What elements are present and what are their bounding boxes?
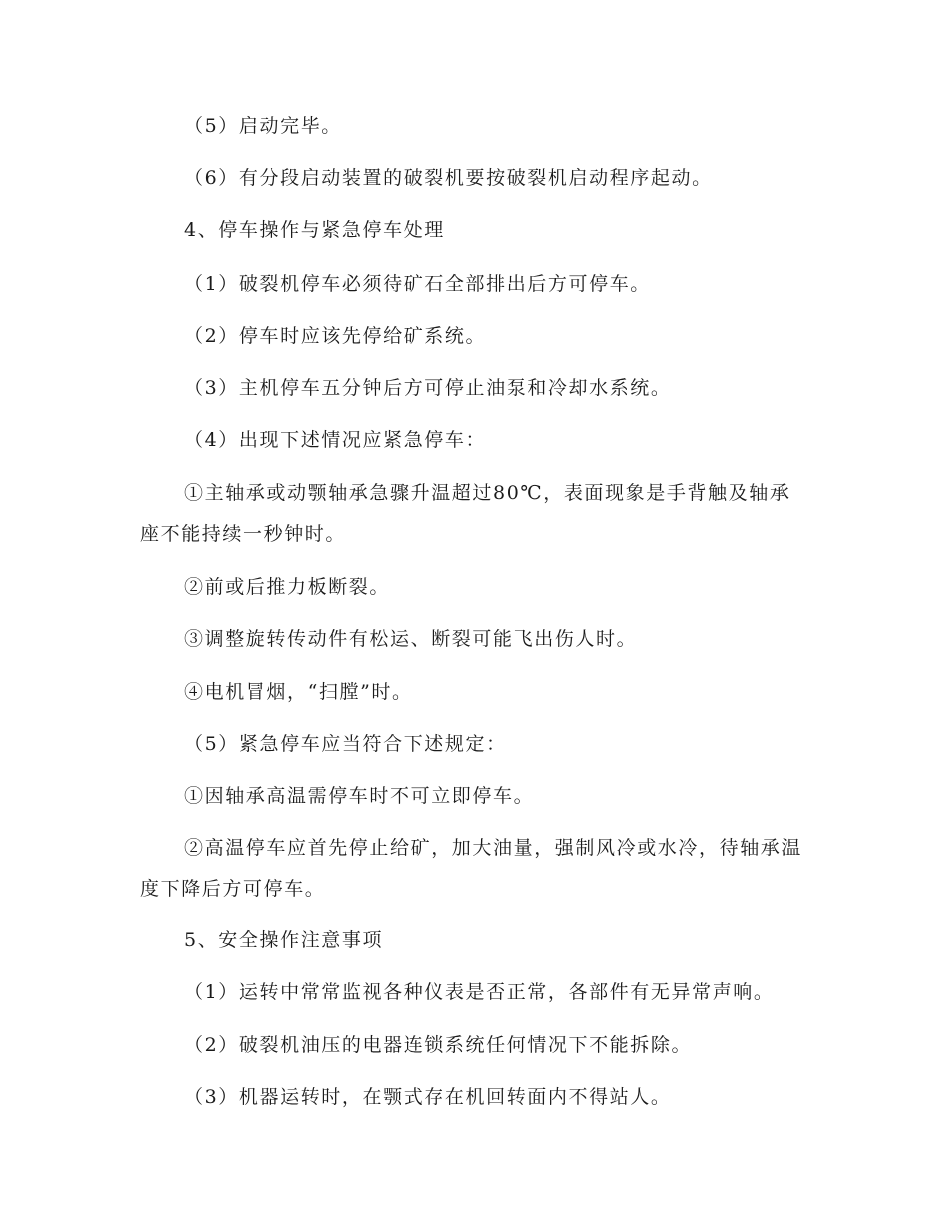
paragraph-high-temp-stop: ②高温停车应首先停止给矿，加大油量，强制风冷或水冷，待轴承温度下降后方可停车。: [140, 837, 803, 900]
paragraph-loose-drive-parts: ③调整旋转传动件有松运、断裂可能飞出伤人时。: [184, 628, 638, 650]
paragraph-monitor-instruments: （1）运转中常常监视各种仪表是否正常，各部件有无异常声响。: [184, 981, 775, 1003]
paragraph-stop-feed-system: （2）停车时应该先停给矿系统。: [184, 325, 487, 347]
paragraph-motor-smoke: ④电机冒烟，“扫膛”时。: [184, 681, 413, 703]
paragraph-interlock-system: （2）破裂机油压的电器连锁系统任何情况下不能拆除。: [184, 1034, 693, 1056]
section-heading-safety-notes: 5、安全操作注意事项: [184, 929, 384, 951]
paragraph-segmented-start: （6）有分段启动装置的破裂机要按破裂机启动程序起动。: [184, 167, 713, 189]
paragraph-no-standing: （3）机器运转时，在颚式存在机回转面内不得站人。: [184, 1086, 672, 1108]
paragraph-emergency-stop-rules: （5）紧急停车应当符合下述规定：: [184, 733, 507, 755]
paragraph-stop-oil-pump: （3）主机停车五分钟后方可停止油泵和冷却水系统。: [184, 377, 672, 399]
paragraph-bearing-high-temp: ①因轴承高温需停车时不可立即停车。: [184, 785, 535, 807]
section-heading-stop-operation: 4、停车操作与紧急停车处理: [184, 219, 445, 241]
paragraph-start-complete: （5）启动完毕。: [184, 115, 342, 137]
paragraph-stop-after-ore-discharge: （1）破裂机停车必须待矿石全部排出后方可停车。: [184, 273, 651, 295]
paragraph-emergency-stop-conditions: （4）出现下述情况应紧急停车：: [184, 429, 487, 451]
paragraph-bearing-overheat: ①主轴承或动颚轴承急骤升温超过80℃，表面现象是手背触及轴承座不能持续一秒钟时。: [140, 482, 791, 545]
paragraph-thrust-plate-break: ②前或后推力板断裂。: [184, 576, 391, 598]
